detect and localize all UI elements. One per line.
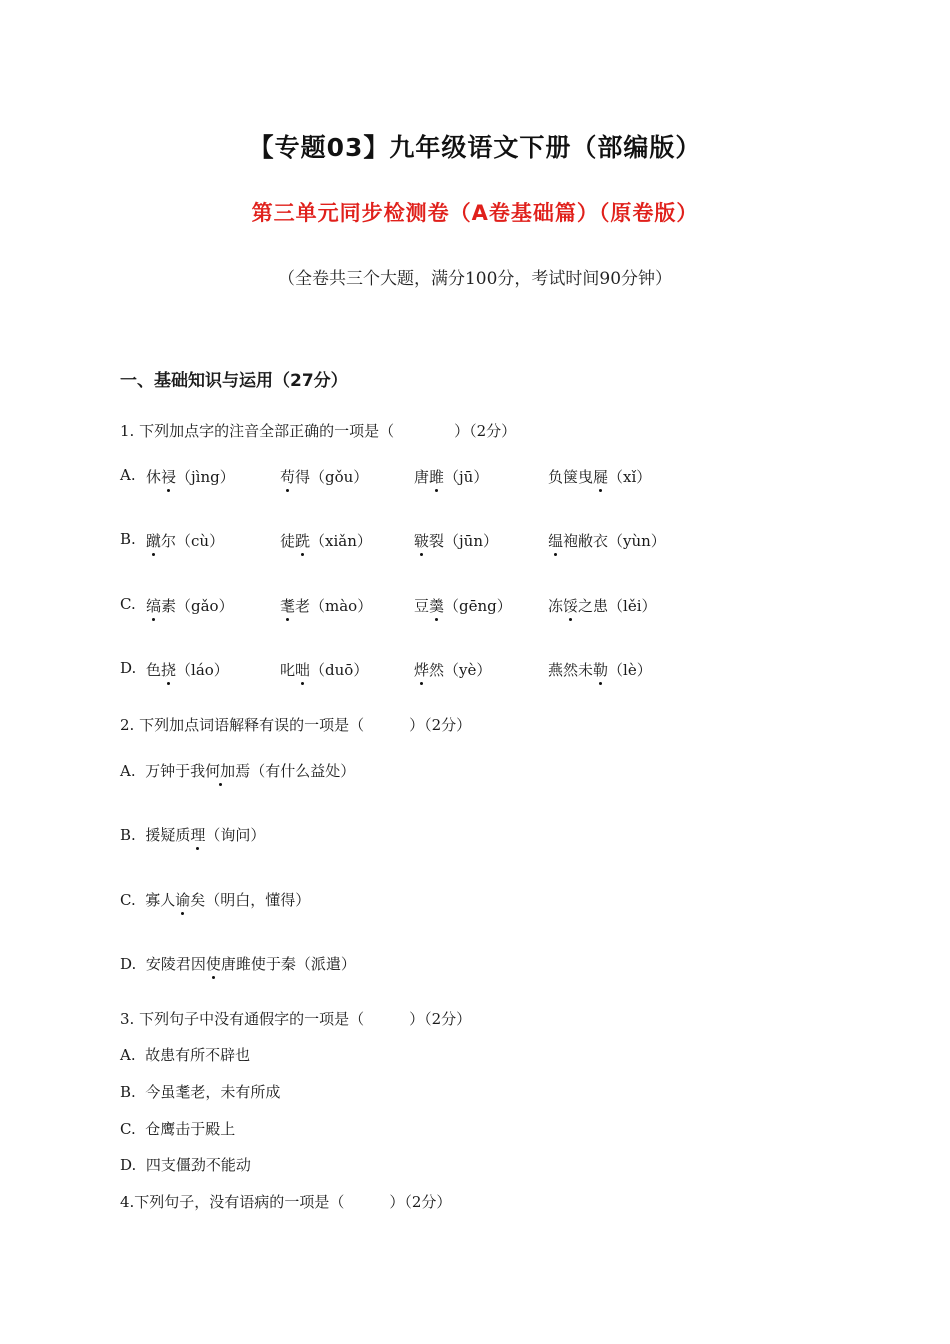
q1-item: 色挠（láo） bbox=[146, 661, 229, 679]
q3-option: C. 仓鹰击于殿上 bbox=[120, 1120, 236, 1138]
dotted-char: 何加 bbox=[205, 762, 236, 780]
q1-item: 烨然（yè） bbox=[414, 661, 492, 679]
dotted-char: 馁 bbox=[563, 597, 579, 615]
q3-option: A. 故患有所不辟也 bbox=[120, 1046, 251, 1064]
dotted-char: 皲 bbox=[414, 532, 430, 550]
q1-row-a-label: A. bbox=[120, 466, 136, 484]
q2-option: A. 万钟于我何加焉（有什么益处） bbox=[120, 762, 356, 780]
question-4-stem: 4.下列句子，没有语病的一项是（ ）（2分） bbox=[120, 1193, 452, 1211]
q1-item: 唐雎（jū） bbox=[414, 468, 489, 486]
dotted-char: 勒 bbox=[593, 661, 609, 679]
q2-option: D. 安陵君因使唐雎使于秦（派遣） bbox=[120, 955, 356, 973]
dotted-char: 跣 bbox=[295, 532, 311, 550]
q1-item: 负箧曳屣（xǐ） bbox=[548, 468, 652, 486]
section-heading: 一、基础知识与运用（27分） bbox=[120, 371, 348, 391]
q3-option: B. 今虽耄老，未有所成 bbox=[120, 1083, 281, 1101]
page-subtitle: 第三单元同步检测卷（A卷基础篇）（原卷版） bbox=[251, 201, 699, 225]
q1-item: 徒跣（xiǎn） bbox=[280, 532, 372, 550]
dotted-char: 祲 bbox=[161, 468, 177, 486]
q1-row-c-label: C. bbox=[120, 595, 136, 613]
q1-item: 休祲（jìng） bbox=[146, 468, 235, 486]
q1-row-d-label: D. bbox=[120, 659, 137, 677]
exam-note: （全卷共三个大题，满分100分，考试时间90分钟） bbox=[277, 269, 673, 289]
page-title: 【专题03】九年级语文下册（部编版） bbox=[248, 133, 702, 162]
dotted-char: 雎 bbox=[429, 468, 445, 486]
question-1-stem: 1. 下列加点字的注音全部正确的一项是（ ）（2分） bbox=[120, 422, 517, 440]
q1-item: 冻馁之患（lěi） bbox=[548, 597, 657, 615]
q1-item: 皲裂（jūn） bbox=[414, 532, 498, 550]
dotted-char: 屣 bbox=[593, 468, 609, 486]
q2-option: C. 寡人谕矣（明白，懂得） bbox=[120, 891, 311, 909]
dotted-char: 羹 bbox=[429, 597, 445, 615]
dotted-char: 蹴 bbox=[146, 532, 162, 550]
dotted-char: 使 bbox=[205, 955, 221, 973]
q3-option: D. 四支僵劲不能动 bbox=[120, 1156, 251, 1174]
q1-item: 缟素（gǎo） bbox=[146, 597, 234, 615]
q1-item: 蹴尔（cù） bbox=[146, 532, 225, 550]
dotted-char: 挠 bbox=[161, 661, 177, 679]
q2-option: B. 援疑质理（询问） bbox=[120, 826, 266, 844]
q1-item: 叱咄（duō） bbox=[280, 661, 369, 679]
q1-row-b-label: B. bbox=[120, 530, 136, 548]
dotted-char: 缊 bbox=[548, 532, 564, 550]
dotted-char: 理 bbox=[190, 826, 206, 844]
dotted-char: 咄 bbox=[295, 661, 311, 679]
q1-item: 燕然未勒（lè） bbox=[548, 661, 652, 679]
dotted-char: 缟 bbox=[146, 597, 162, 615]
q1-item: 豆羹（gēng） bbox=[414, 597, 512, 615]
dotted-char: 烨 bbox=[414, 661, 430, 679]
q1-item: 耄老（mào） bbox=[280, 597, 373, 615]
q1-item: 苟得（gǒu） bbox=[280, 468, 369, 486]
dotted-char: 谕 bbox=[175, 891, 191, 909]
question-3-stem: 3. 下列句子中没有通假字的一项是（ ）（2分） bbox=[120, 1010, 472, 1028]
dotted-char: 苟 bbox=[280, 468, 296, 486]
dotted-char: 耄 bbox=[280, 597, 296, 615]
question-2-stem: 2. 下列加点词语解释有误的一项是（ ）（2分） bbox=[120, 716, 472, 734]
q1-item: 缊袍敝衣（yùn） bbox=[548, 532, 666, 550]
